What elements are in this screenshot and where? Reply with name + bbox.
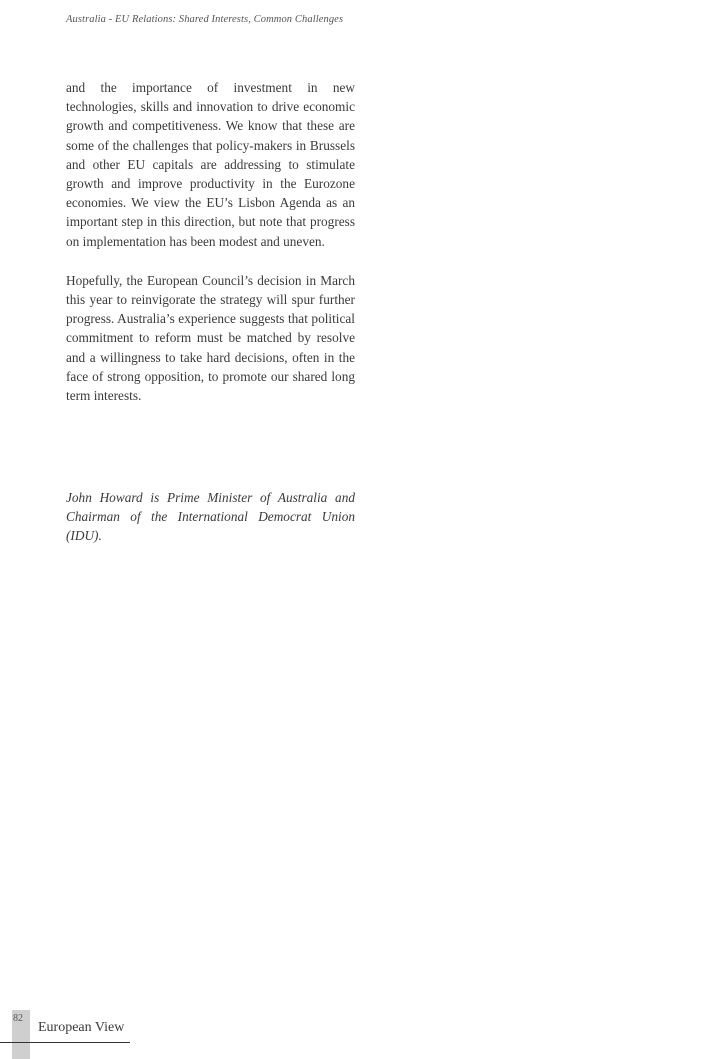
footer-divider: [0, 1042, 130, 1043]
author-note: John Howard is Prime Minister of Australia and Chairman of the International Democrat Union (IDU).: [66, 490, 355, 544]
article-body: [66, 78, 355, 425]
body-paragraph: and the importance of investment in new technologies, skills and innovation to drive economic growth and competitiveness. We know that these are some of the challenges that policy-makers in Brussels and other EU capitals are addressing to stimulate growth and improve productivity in the Eurozone economies. We view the EU’s Lisbon Agenda as an important step in this direction, but note that progress on implementation has been modest and uneven.: [66, 80, 355, 249]
page-number: 82: [13, 1013, 23, 1024]
body-paragraph: Hopefully, the European Council’s decision in March this year to reinvigorate the strategy will spur further progress. Australia’s experience suggests that political commitment to reform must be matched by resolve and a willingness to take hard decisions, often in the face of strong opposition, to promote our shared long term interests.: [66, 272, 355, 404]
publication-title: European View: [38, 1020, 125, 1035]
running-header: Australia - EU Relations: Shared Interests, Common Challenges: [66, 14, 344, 25]
